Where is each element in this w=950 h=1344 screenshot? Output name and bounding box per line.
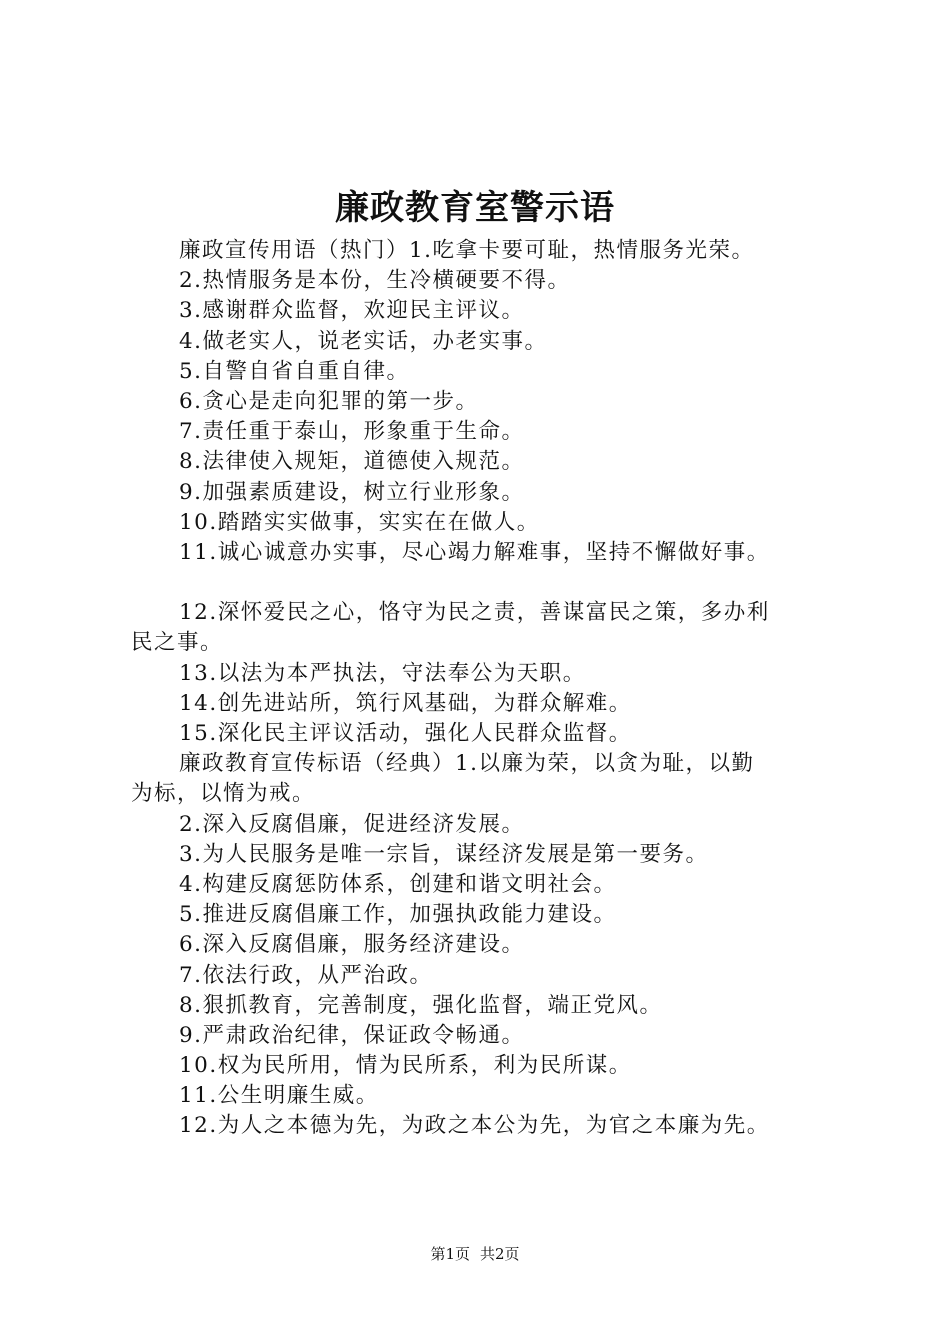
text-line: 民之事。 <box>131 630 224 656</box>
text-line: 6.贪心是走向犯罪的第一步。 <box>179 388 479 414</box>
text-line: 8.狠抓教育，完善制度，强化监督，端正党风。 <box>179 992 663 1018</box>
text-line: 5.推进反腐倡廉工作，加强执政能力建设。 <box>179 902 617 928</box>
text-line: 6.深入反腐倡廉，服务经济建设。 <box>179 932 525 958</box>
text-line: 9.加强素质建设，树立行业形象。 <box>179 479 525 505</box>
text-line: 14.创先进站所，筑行风基础，为群众解难。 <box>179 690 632 716</box>
text-line: 7.依法行政，从严治政。 <box>179 962 433 988</box>
text-line: 2.深入反腐倡廉，促进经济发展。 <box>179 811 525 837</box>
text-line: 8.法律使入规矩，道德使入规范。 <box>179 449 525 475</box>
text-line: 10.踏踏实实做事，实实在在做人。 <box>179 509 540 535</box>
page-number-total: 共2页 <box>480 1245 520 1263</box>
text-line: 11.公生明廉生威。 <box>179 1083 379 1109</box>
page-title: 廉政教育室警示语 <box>335 188 615 228</box>
text-line: 为标，以惰为戒。 <box>131 781 316 807</box>
page-footer <box>0 1244 950 1264</box>
text-line: 10.权为民所用，情为民所系，利为民所谋。 <box>179 1053 632 1079</box>
blank-line <box>131 568 836 598</box>
text-line: 4.构建反腐惩防体系，创建和谐文明社会。 <box>179 871 617 897</box>
document-body <box>131 236 836 1142</box>
page-number-current: 第1页 <box>430 1245 470 1263</box>
text-line: 7.责任重于泰山，形象重于生命。 <box>179 419 525 445</box>
text-line: 廉政宣传用语（热门）1.吃拿卡要可耻，热情服务光荣。 <box>179 238 755 263</box>
text-line: 3.感谢群众监督，欢迎民主评议。 <box>179 298 525 324</box>
text-line: 4.做老实人，说老实话，办老实事。 <box>179 328 548 354</box>
text-line: 3.为人民服务是唯一宗旨，谋经济发展是第一要务。 <box>179 841 709 867</box>
text-line: 廉政教育宣传标语（经典）1.以廉为荣，以贪为耻，以勤 <box>179 751 755 777</box>
text-line: 9.严肃政治纪律，保证政令畅通。 <box>179 1022 525 1048</box>
text-line: 12.深怀爱民之心，恪守为民之责，善谋富民之策，多办利 <box>179 600 770 626</box>
text-line: 13.以法为本严执法，守法奉公为天职。 <box>179 660 586 686</box>
text-line: 11.诚心诚意办实事，尽心竭力解难事，坚持不懈做好事。 <box>179 539 770 565</box>
text-line: 15.深化民主评议活动，强化人民群众监督。 <box>179 721 632 746</box>
text-line: 5.自警自省自重自律。 <box>179 358 410 384</box>
text-line: 2.热情服务是本份，生冷横硬要不得。 <box>179 268 571 294</box>
text-line: 12.为人之本德为先，为政之本公为先，为官之本廉为先。 <box>179 1113 770 1139</box>
